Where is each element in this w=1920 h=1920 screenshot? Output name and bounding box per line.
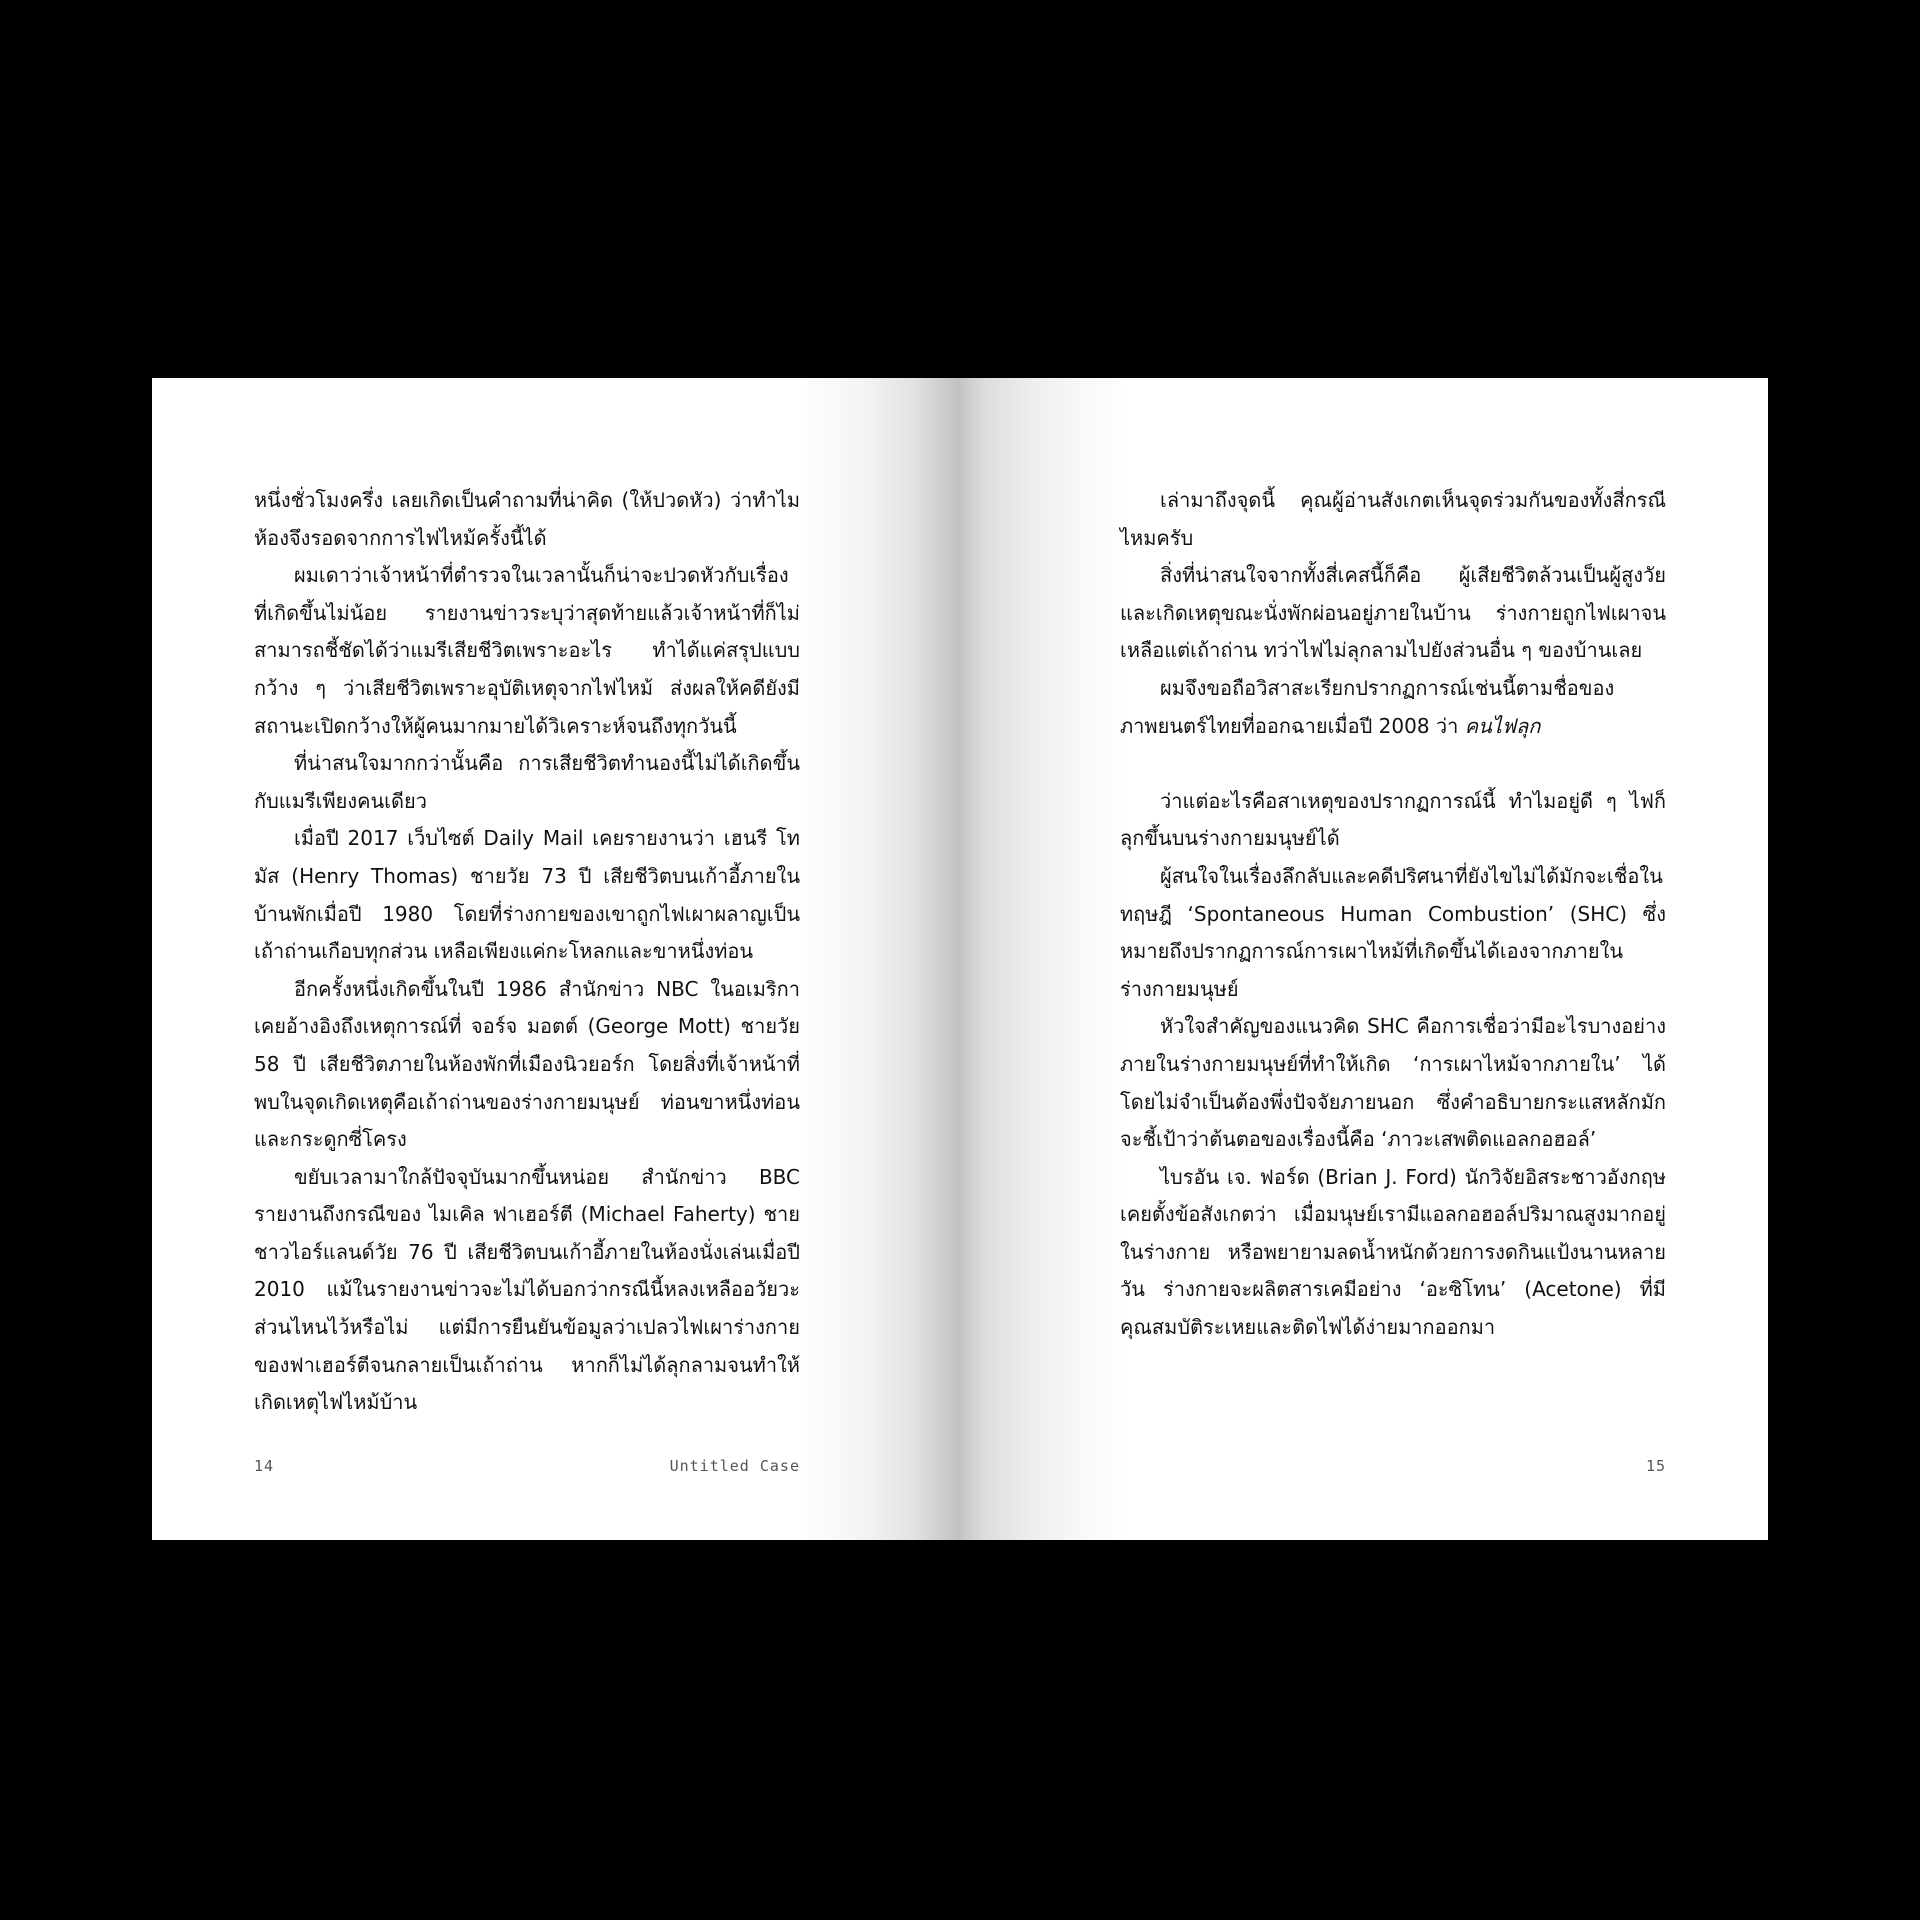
paragraph: ที่น่าสนใจมากกว่านั้นคือ การเสียชีวิตทำนองนี้ไม่ได้เกิดขึ้นกับแมรีเพียงคนเดียว	[254, 751, 800, 813]
right-page-text	[1120, 482, 1666, 1347]
paragraph: เล่ามาถึงจุดนี้ คุณผู้อ่านสังเกตเห็นจุดร่วมกันของทั้งสี่กรณีไหมครับ	[1120, 488, 1666, 550]
paragraph: เมื่อปี 2017 เว็บไซต์ Daily Mail เคยรายงานว่า เฮนรี โทมัส (Henry Thomas) ชายวัย 73 ปี เสียชีวิตบนเก้าอี้ภายในบ้านพักเมื่อปี 1980 โดยที่ร่างกายของเขาถูกไฟเผาผลาญเป็นเถ้าถ่านเกือบทุกส่วน เหลือเพียงแค่กะโหลกและขาหนึ่งท่อน	[254, 826, 800, 964]
paragraph: ไบรอัน เจ. ฟอร์ด (Brian J. Ford) นักวิจัยอิสระชาวอังกฤษเคยตั้งข้อสังเกตว่า เมื่อมนุษย์เรามีแอลกอฮอล์ปริมาณสูงมากอยู่ในร่างกาย หรือพยายามลดน้ำหนักด้วยการงดกินแป้งนานหลายวัน ร่างกายจะผลิตสารเคมีอย่าง ‘อะซิโทน’ (Acetone) ที่มีคุณสมบัติระเหยและติดไฟได้ง่ายมากออกมา	[1120, 1164, 1666, 1340]
left-page	[152, 378, 960, 1540]
page-number-right: 15	[1645, 1457, 1666, 1475]
running-title: Untitled Case	[669, 1457, 800, 1475]
paragraph: หนึ่งชั่วโมงครึ่ง เลยเกิดเป็นคำถามที่น่าคิด (ให้ปวดหัว) ว่าทำไมห้องจึงรอดจากการไฟไหม้ครั้งนี้ได้	[254, 488, 800, 550]
left-page-text	[254, 482, 800, 1422]
paragraph: หัวใจสำคัญของแนวคิด SHC คือการเชื่อว่ามีอะไรบางอย่างภายในร่างกายมนุษย์ที่ทำให้เกิด ‘การเผาไหม้จากภายใน’ ได้โดยไม่จำเป็นต้องพึ่งปัจจัยภายนอก ซึ่งคำอธิบายกระแสหลักมักจะชี้เป้าว่าต้นตอของเรื่องนี้คือ ‘ภาวะเสพติดแอลกอฮอล์’	[1120, 1014, 1666, 1152]
paragraph-film	[1120, 670, 1666, 745]
paragraph: ผู้สนใจในเรื่องลึกลับและคดีปริศนาที่ยังไขไม่ได้มักจะเชื่อในทฤษฎี ‘Spontaneous Human Combustion’ (SHC) ซึ่งหมายถึงปรากฏการณ์การเผาไหม้ที่เกิดขึ้นได้เองจากภายในร่างกายมนุษย์	[1120, 863, 1666, 1001]
film-title: คนไฟลุก	[1464, 713, 1541, 738]
paragraph: ว่าแต่อะไรคือสาเหตุของปรากฏการณ์นี้ ทำไมอยู่ดี ๆ ไฟก็ลุกขึ้นบนร่างกายมนุษย์ได้	[1120, 788, 1666, 851]
paragraph-film-text: ผมจึงขอถือวิสาสะเรียกปรากฏการณ์เช่นนี้ตามชื่อของภาพยนตร์ไทยที่ออกฉายเมื่อปี 2008 ว่า	[1120, 675, 1615, 738]
paragraph: อีกครั้งหนึ่งเกิดขึ้นในปี 1986 สำนักข่าว NBC ในอเมริกาเคยอ้างอิงถึงเหตุการณ์ที่ จอร์จ มอตต์ (George Mott) ชายวัย 58 ปี เสียชีวิตภายในห้องพักที่เมืองนิวยอร์ก โดยสิ่งที่เจ้าหน้าที่พบในจุดเกิดเหตุคือเถ้าถ่านของร่างกายมนุษย์ ท่อนขาหนึ่งท่อน และกระดูกซี่โครง	[254, 976, 800, 1152]
right-page	[960, 378, 1768, 1540]
paragraph: ผมเดาว่าเจ้าหน้าที่ตำรวจในเวลานั้นก็น่าจะปวดหัวกับเรื่องที่เกิดขึ้นไม่น้อย รายงานข่าวระบุว่าสุดท้ายแล้วเจ้าหน้าที่ก็ไม่สามารถชี้ชัดได้ว่าแมรีเสียชีวิตเพราะอะไร ทำได้แค่สรุปแบบกว้าง ๆ ว่าเสียชีวิตเพราะอุบัติเหตุจากไฟไหม้ ส่งผลให้คดียังมีสถานะเปิดกว้างให้ผู้คนมากมายได้วิเคราะห์จนถึงทุกวันนี้	[254, 563, 800, 738]
page-number-left: 14	[254, 1457, 275, 1475]
paragraph: ขยับเวลามาใกล้ปัจจุบันมากขึ้นหน่อย สำนักข่าว BBC รายงานถึงกรณีของ ไมเคิล ฟาเฮอร์ตี (Michael Faherty) ชายชาวไอร์แลนด์วัย 76 ปี เสียชีวิตบนเก้าอี้ภายในห้องนั่งเล่นเมื่อปี 2010 แม้ในรายงานข่าวจะไม่ได้บอกว่ากรณีนี้หลงเหลืออวัยวะส่วนไหนไว้หรือไม่ แต่มีการยืนยันข้อมูลว่าเปลวไฟเผาร่างกายของฟาเฮอร์ตีจนกลายเป็นเถ้าถ่าน หากก็ไม่ได้ลุกลามจนทำให้เกิดเหตุไฟไหม้บ้าน	[254, 1164, 800, 1415]
section-break	[1120, 745, 1666, 783]
paragraph: สิ่งที่น่าสนใจจากทั้งสี่เคสนี้ก็คือ ผู้เสียชีวิตล้วนเป็นผู้สูงวัยและเกิดเหตุขณะนั่งพักผ่อนอยู่ภายในบ้าน ร่างกายถูกไฟเผาจนเหลือแต่เถ้าถ่าน ทว่าไฟไม่ลุกลามไปยังส่วนอื่น ๆ ของบ้านเลย	[1120, 563, 1666, 663]
book-spread	[152, 378, 1768, 1540]
